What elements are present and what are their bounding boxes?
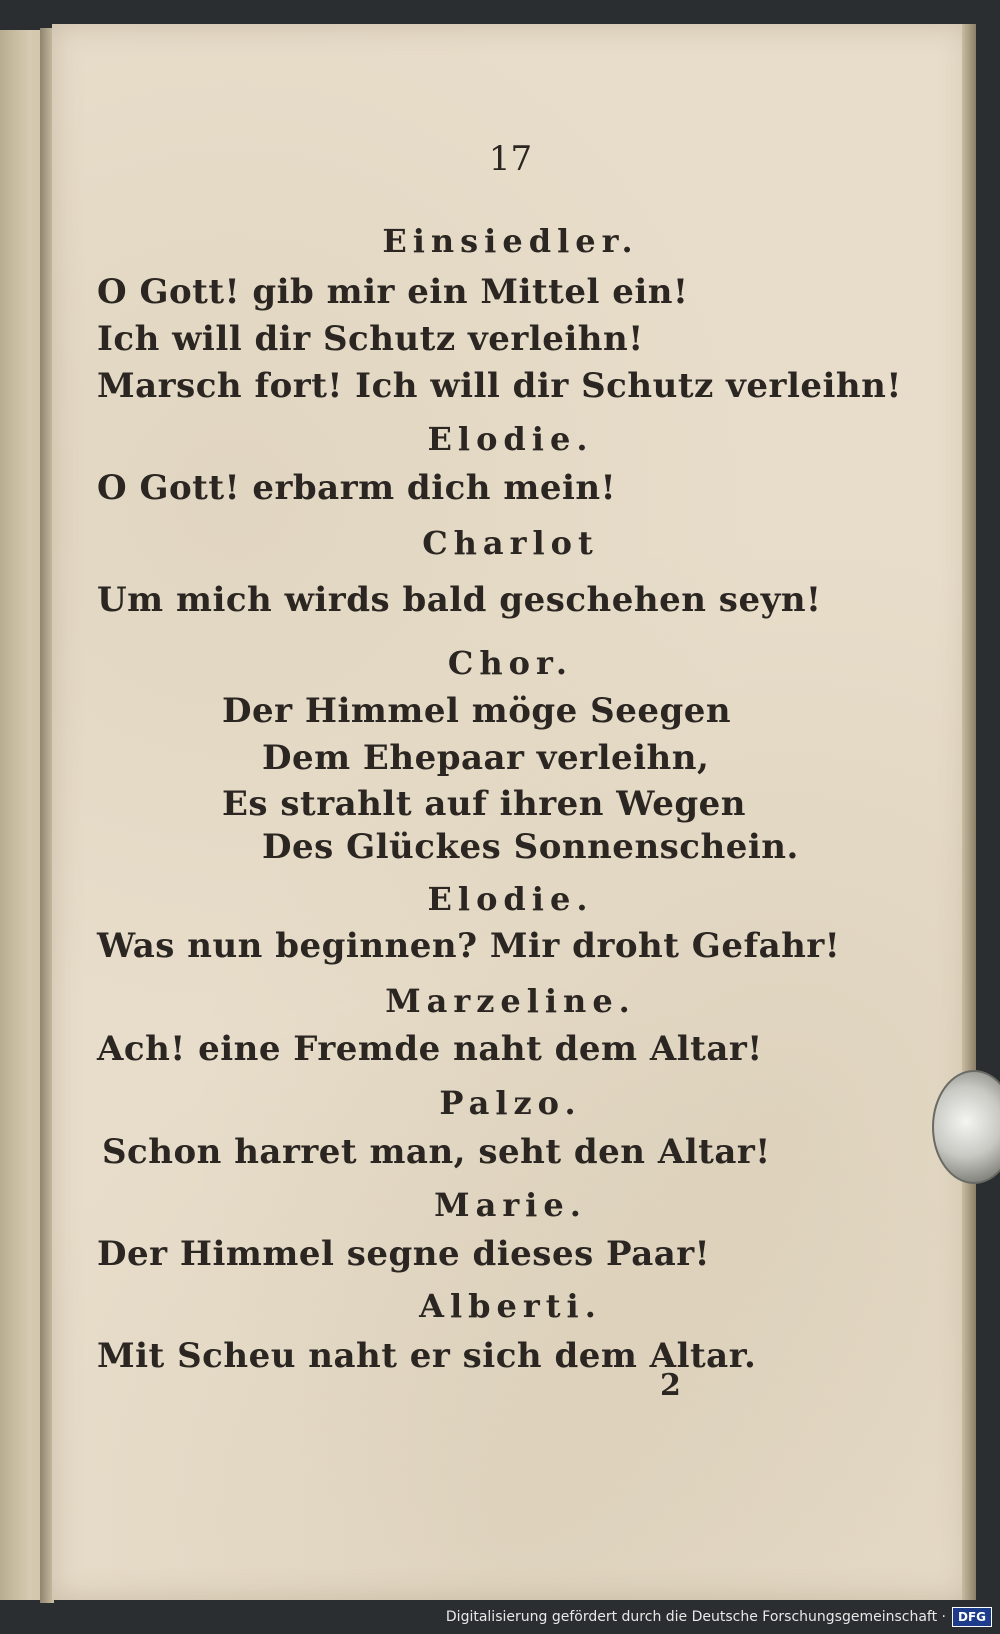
verse-line: Der Himmel möge Seegen	[222, 691, 732, 731]
speaker-alberti: Alberti.	[419, 1287, 602, 1325]
verse-line: Marsch fort! Ich will dir Schutz verleihn!	[97, 366, 902, 406]
book-page	[52, 24, 969, 1600]
page-number: 17	[488, 139, 533, 179]
footer-text: Digitalisierung gefördert durch die Deutsche Forschungsgemeinschaft ·	[445, 1609, 946, 1625]
verse-line: Es strahlt auf ihren Wegen	[222, 784, 746, 824]
page-content	[52, 24, 969, 1600]
speaker-elodie: Elodie.	[427, 880, 594, 918]
verse-line: Der Himmel segne dieses Paar!	[97, 1234, 711, 1274]
speaker-charlot: Charlot	[422, 524, 599, 562]
verse-line: Mit Scheu naht er sich dem Altar.	[97, 1336, 757, 1376]
speaker-einsiedler: Einsiedler.	[382, 222, 639, 260]
speaker-marie: Marie.	[434, 1186, 587, 1224]
speaker-chor: Chor.	[447, 644, 574, 682]
signature-mark: 2	[660, 1368, 681, 1403]
verse-line: Dem Ehepaar verleihn,	[262, 738, 710, 778]
verse-line: O Gott! gib mir ein Mittel ein!	[97, 272, 689, 312]
dfg-logo: DFG	[952, 1607, 992, 1627]
speaker-elodie: Elodie.	[427, 420, 594, 458]
speaker-marzeline: Marzeline.	[385, 982, 636, 1020]
verse-line: Schon harret man, seht den Altar!	[102, 1132, 771, 1172]
verse-line: Um mich wirds bald geschehen seyn!	[97, 580, 822, 620]
verse-line: Was nun beginnen? Mir droht Gefahr!	[97, 926, 841, 966]
right-page-edge	[962, 24, 976, 1600]
speaker-palzo: Palzo.	[439, 1084, 582, 1122]
verse-line: Ach! eine Fremde naht dem Altar!	[97, 1029, 763, 1069]
verse-line: Ich will dir Schutz verleihn!	[97, 319, 644, 359]
digitization-footer	[446, 1604, 992, 1630]
verse-line: Des Glückes Sonnenschein.	[262, 827, 799, 867]
verse-line: O Gott! erbarm dich mein!	[97, 468, 617, 508]
